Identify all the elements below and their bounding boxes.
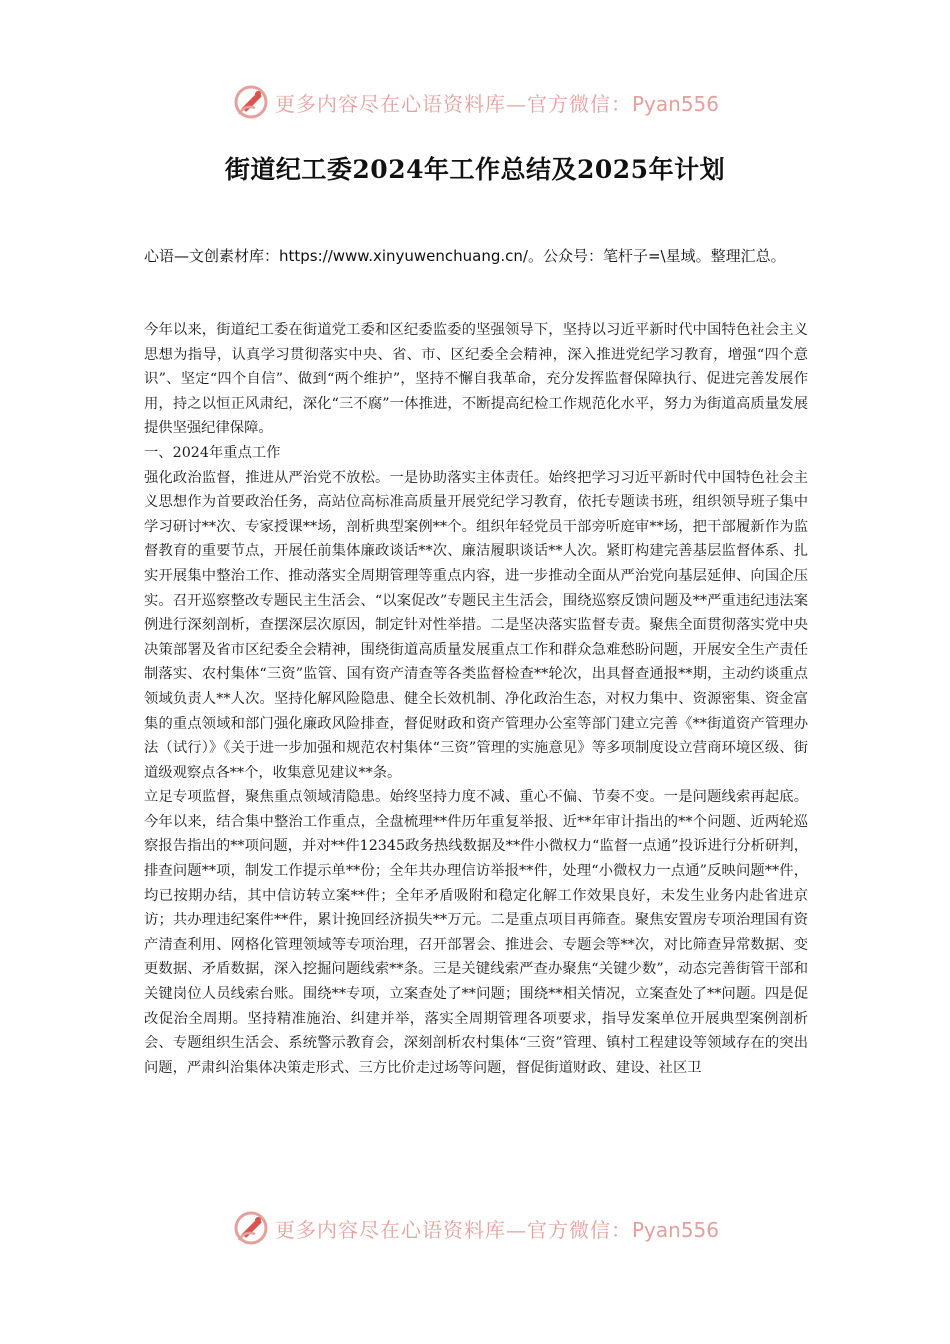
watermark-wechat-id: Pyan556 (631, 91, 719, 116)
watermark-text: 更多内容尽在心语资料库—官方微信：Pyan556 (274, 91, 719, 116)
document-body (144, 318, 808, 1080)
watermark-banner-top (0, 80, 950, 124)
section-heading: 一、2024年重点工作 (144, 444, 281, 461)
document-title: 街道纪工委2024年工作总结及2025年计划 (224, 155, 726, 184)
watermark-text: 更多内容尽在心语资料库—官方微信：Pyan556 (274, 1217, 719, 1242)
watermark-logo-icon (231, 1208, 271, 1248)
watermark-wechat-id: Pyan556 (631, 1217, 719, 1242)
paragraph-political-supervision: 强化政治监督，推进从严治党不放松。一是协助落实主体责任。始终把学习习近平新时代中国特色社会主义思想作为首要政治任务，高站位高标准高质量开展党纪学习教育，依托专题读书班，组织领导班子集中学习研讨**次、专家授课**场，剖析典型案例**个。组织年轻党员干部旁听庭审**场，把干部履新作为监督教育的重要节点，开展任前集体廉政谈话**次、廉洁履职谈话**人次。紧盯构建完善基层监督体系、扎实开展集中整治工作、推动落实全周期管理等重点内容，进一步推动全面从严治党向基层延伸、向国企压实。召开巡察整改专题民主生活会、“以案促改”专题民主生活会，围绕巡察反馈问题及**严重违纪违法案例进行深刻剖析，查摆深层次原因，制定针对性举措。二是坚决落实监督专责。聚焦全面贯彻落实党中央决策部署及省市区纪委全会精神，围绕街道高质量发展重点工作和群众急难愁盼问题，开展安全生产责任制落实、农村集体“三资”监管、国有资产清查等各类监督检查**轮次，出具督查通报**期，主动约谈重点领域负责人**人次。坚持化解风险隐患、健全长效机制、净化政治生态，对权力集中、资源密集、资金富集的重点领域和部门强化廉政风险排查，督促财政和资产管理办公室等部门建立完善《**街道资产管理办法（试行）》《关于进一步加强和规范农村集体“三资”管理的实施意见》等多项制度设立营商环境区级、街道级观察点各**个，收集意见建议**条。 (144, 469, 808, 781)
paragraph-intro: 今年以来，街道纪工委在街道党工委和区纪委监委的坚强领导下，坚持以习近平新时代中国特色社会主义思想为指导，认真学习贯彻落实中央、省、市、区纪委全会精神，深入推进党纪学习教育，增强“四个意识”、坚定“四个自信”、做到“两个维护”，坚持不懈自我革命，充分发挥监督保障执行、促进完善发展作用，持之以恒正风肃纪，深化“三不腐”一体推进，不断提高纪检工作规范化水平，努力为街道高质量发展提供坚强纪律保障。 (144, 322, 808, 437)
watermark-logo-icon (231, 82, 271, 122)
watermark-banner-bottom (0, 1206, 950, 1250)
source-line: 心语—文创素材库：https://www.xinyuwenchuang.cn/。公众号：笔杆子=\星域。整理汇总。 (144, 247, 786, 265)
paragraph-special-supervision: 立足专项监督，聚焦重点领域清隐患。始终坚持力度不减、重心不偏、节奏不变。一是问题线索再起底。今年以来，结合集中整治工作重点，全盘梳理**件历年重复举报、近**年审计指出的**个问题、近两轮巡察报告指出的**项问题，并对**件12345政务热线数据及**件小微权力“监督一点通”投诉进行分析研判，排查问题**项，制发工作提示单**份；全年共办理信访举报**件，处理“小微权力一点通”反映问题**件，均已按期办结，其中信访转立案**件；全年矛盾吸附和稳定化解工作效果良好，未发生业务内赴省进京访；共办理违纪案件**件，累计挽回经济损失**万元。二是重点项目再筛查。聚焦安置房专项治理国有资产清查利用、网格化管理领域等专项治理，召开部署会、推进会、专题会等**次，对比筛查异常数据、变更数据、矛盾数据，深入挖掘问题线索**条。三是关键线索严查办聚焦“关键少数”，动态完善街管干部和关键岗位人员线索台账。围绕**专项，立案查处了**问题；围绕**相关情况，立案查处了**问题。四是促改促治全周期。坚持精准施治、纠建并举，落实全周期管理各项要求，指导发案单位开展典型案例剖析会、专题组织生活会、系统警示教育会，深刻剖析农村集体“三资”管理、镇村工程建设等领域存在的突出问题，严肃纠治集体决策走形式、三方比价走过场等问题，督促街道财政、建设、社区卫 (144, 789, 808, 1076)
